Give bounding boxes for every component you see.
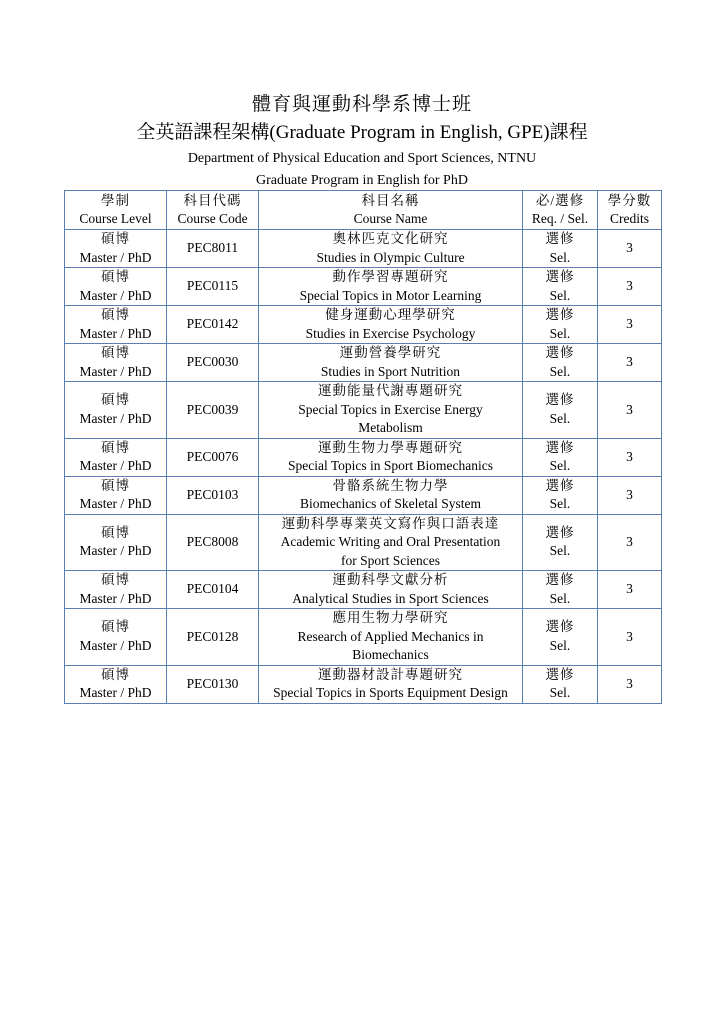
- column-header-zh: 科目名稱: [361, 192, 420, 208]
- requirement-en: Sel.: [549, 496, 571, 511]
- requirement-en: Sel.: [549, 287, 571, 303]
- course-code: PEC0076: [186, 448, 239, 464]
- requirement-zh: 選修: [545, 392, 575, 408]
- requirement-zh: 選修: [545, 619, 575, 635]
- course-code-cell: [167, 571, 259, 609]
- course-level-cell: [65, 665, 167, 703]
- course-code: PEC0128: [186, 628, 239, 644]
- table-row: [65, 230, 662, 268]
- requirement-cell: [523, 665, 598, 703]
- requirement-cell: [523, 476, 598, 514]
- requirement-en: Sel.: [549, 458, 571, 473]
- credits-cell: [598, 268, 662, 306]
- requirement-cell: [523, 571, 598, 609]
- requirement-en: Sel.: [549, 543, 571, 559]
- course-name-zh: 運動能量代謝專題研究: [318, 383, 463, 398]
- table-row: [65, 665, 662, 703]
- credits-cell: [598, 382, 662, 439]
- credits-value: 3: [626, 675, 633, 691]
- credits-value: 3: [626, 448, 633, 464]
- course-level-cell: [65, 438, 167, 476]
- course-name-en: Biomechanics: [352, 647, 429, 662]
- course-table: [64, 190, 662, 704]
- course-name-zh: 運動營養學研究: [339, 345, 442, 360]
- credits-value: 3: [626, 401, 633, 417]
- requirement-zh: 選修: [545, 524, 575, 540]
- credits-cell: [598, 665, 662, 703]
- credits-cell: [598, 514, 662, 571]
- course-name-zh: 奧林匹克文化研究: [332, 231, 449, 246]
- course-level-zh: 碩博: [101, 231, 130, 246]
- course-name-en: Biomechanics of Skeletal System: [299, 496, 482, 511]
- course-level-en: Master / PhD: [79, 496, 152, 511]
- course-level-cell: [65, 571, 167, 609]
- column-header-zh: 必/選修: [535, 192, 585, 208]
- requirement-en: Sel.: [549, 685, 571, 700]
- column-header-zh: 學分數: [607, 192, 652, 208]
- course-name-en: Special Topics in Exercise Energy: [298, 401, 483, 417]
- course-name-zh: 運動科學文獻分析: [332, 572, 449, 587]
- column-header-credits: [598, 191, 662, 230]
- requirement-zh: 選修: [545, 666, 575, 682]
- requirement-cell: [523, 438, 598, 476]
- course-code-cell: [167, 438, 259, 476]
- course-level-cell: [65, 230, 167, 268]
- column-header-course-code: [167, 191, 259, 230]
- page-header: [0, 92, 724, 192]
- credits-value: 3: [626, 278, 633, 294]
- course-name-en: Special Topics in Motor Learning: [299, 287, 482, 303]
- course-name-cell: [259, 382, 523, 439]
- requirement-en: Sel.: [549, 325, 571, 341]
- table-row: [65, 609, 662, 666]
- table-row: [65, 268, 662, 306]
- credits-value: 3: [626, 581, 633, 597]
- credits-value: 3: [626, 240, 633, 256]
- course-level-en: Master / PhD: [79, 458, 152, 473]
- column-header-course-name: [259, 191, 523, 230]
- course-level-cell: [65, 514, 167, 571]
- requirement-zh: 選修: [545, 477, 575, 493]
- course-code: PEC0115: [186, 278, 239, 294]
- course-code: PEC0130: [186, 675, 239, 691]
- course-code-cell: [167, 476, 259, 514]
- course-code: PEC8008: [186, 534, 239, 549]
- course-name-en: Special Topics in Sport Biomechanics: [287, 458, 494, 473]
- requirement-zh: 選修: [545, 269, 575, 284]
- credits-cell: [598, 344, 662, 382]
- course-name-zh: 應用生物力學研究: [332, 610, 449, 625]
- column-header-requirement: [523, 191, 598, 230]
- requirement-en: Sel.: [549, 410, 571, 426]
- course-level-zh: 碩博: [101, 392, 130, 408]
- course-name-cell: [259, 514, 523, 571]
- course-name-zh: 運動科學專業英文寫作與口語表達: [281, 515, 500, 531]
- requirement-en: Sel.: [549, 590, 571, 606]
- table-row: [65, 571, 662, 609]
- credits-cell: [598, 306, 662, 344]
- course-level-en: Master / PhD: [79, 287, 152, 303]
- requirement-zh: 選修: [545, 439, 575, 455]
- credits-value: 3: [626, 628, 633, 644]
- course-code: PEC0103: [186, 486, 239, 502]
- course-level-cell: [65, 476, 167, 514]
- requirement-cell: [523, 230, 598, 268]
- course-level-en: Master / PhD: [79, 685, 152, 700]
- course-name-zh: 運動器材設計專題研究: [318, 666, 463, 682]
- course-level-en: Master / PhD: [79, 590, 152, 606]
- credits-value: 3: [626, 354, 633, 370]
- column-header-en: Course Level: [79, 211, 152, 226]
- course-level-zh: 碩博: [101, 477, 130, 493]
- credits-value: 3: [626, 486, 633, 502]
- course-level-en: Master / PhD: [79, 249, 152, 265]
- requirement-zh: 選修: [545, 572, 575, 587]
- course-level-zh: 碩博: [101, 307, 130, 322]
- column-header-en: Req. / Sel.: [531, 211, 589, 226]
- course-name-en: Metabolism: [358, 420, 423, 435]
- course-level-cell: [65, 344, 167, 382]
- course-code-cell: [167, 344, 259, 382]
- requirement-cell: [523, 609, 598, 666]
- table-row: [65, 514, 662, 571]
- course-level-en: Master / PhD: [79, 325, 152, 341]
- course-code-cell: [167, 665, 259, 703]
- course-name-zh: 運動生物力學專題研究: [318, 439, 463, 455]
- credits-value: 3: [626, 316, 633, 332]
- table-header-row: [65, 191, 662, 230]
- course-level-zh: 碩博: [101, 572, 130, 587]
- course-name-cell: [259, 344, 523, 382]
- course-name-en: Studies in Sport Nutrition: [320, 363, 461, 379]
- credits-cell: [598, 609, 662, 666]
- course-name-en: Studies in Olympic Culture: [316, 249, 465, 265]
- course-code-cell: [167, 382, 259, 439]
- course-name-cell: [259, 571, 523, 609]
- course-code: PEC0142: [186, 316, 239, 332]
- course-code: PEC0030: [186, 354, 239, 370]
- requirement-cell: [523, 382, 598, 439]
- course-name-zh: 健身運動心理學研究: [325, 307, 456, 322]
- course-name-en: Academic Writing and Oral Presentation: [280, 534, 501, 549]
- page-title-chinese: 體育與運動科學系博士班: [251, 94, 472, 115]
- table-body: [65, 230, 662, 704]
- requirement-en: Sel.: [549, 249, 571, 265]
- course-level-en: Master / PhD: [79, 637, 152, 653]
- course-name-cell: [259, 609, 523, 666]
- course-code-cell: [167, 514, 259, 571]
- table-row: [65, 382, 662, 439]
- course-code-cell: [167, 268, 259, 306]
- course-level-zh: 碩博: [101, 524, 130, 540]
- credits-cell: [598, 438, 662, 476]
- course-level-cell: [65, 609, 167, 666]
- course-name-cell: [259, 476, 523, 514]
- department-name: Department of Physical Education and Sport Sciences, NTNU: [187, 151, 537, 166]
- course-name-cell: [259, 306, 523, 344]
- table-row: [65, 306, 662, 344]
- course-name-cell: [259, 230, 523, 268]
- requirement-zh: 選修: [545, 345, 575, 360]
- course-level-zh: 碩博: [101, 439, 130, 455]
- course-name-zh: 動作學習專題研究: [332, 269, 449, 284]
- course-name-cell: [259, 438, 523, 476]
- table-row: [65, 344, 662, 382]
- course-name-en: Studies in Exercise Psychology: [305, 325, 476, 341]
- course-code-cell: [167, 306, 259, 344]
- course-code-cell: [167, 609, 259, 666]
- column-header-zh: 科目代碼: [183, 192, 242, 208]
- column-header-en: Credits: [610, 211, 649, 226]
- requirement-en: Sel.: [549, 637, 571, 653]
- course-name-en: for Sport Sciences: [341, 552, 440, 568]
- table-row: [65, 438, 662, 476]
- course-level-zh: 碩博: [101, 345, 130, 360]
- course-code: PEC8011: [186, 240, 239, 256]
- column-header-en: Course Name: [353, 211, 428, 226]
- course-level-cell: [65, 306, 167, 344]
- course-level-en: Master / PhD: [79, 410, 152, 426]
- column-header-zh: 學制: [101, 192, 130, 208]
- table-row: [65, 476, 662, 514]
- course-code: PEC0039: [186, 401, 239, 417]
- course-level-en: Master / PhD: [79, 363, 152, 379]
- course-name-cell: [259, 268, 523, 306]
- requirement-zh: 選修: [545, 231, 575, 246]
- course-name-zh: 骨骼系統生物力學: [332, 477, 449, 493]
- course-name-en: Research of Applied Mechanics in: [297, 628, 484, 644]
- credits-cell: [598, 571, 662, 609]
- program-subtitle: Graduate Program in English for PhD: [256, 173, 468, 188]
- page-title-gpe: 全英語課程架構(Graduate Program in English, GPE)課程: [136, 122, 588, 143]
- course-level-cell: [65, 268, 167, 306]
- course-name-en: Special Topics in Sports Equipment Design: [273, 685, 508, 700]
- requirement-cell: [523, 514, 598, 571]
- credits-value: 3: [626, 534, 633, 549]
- column-header-en: Course Code: [177, 211, 248, 226]
- course-name-en: Analytical Studies in Sport Sciences: [292, 590, 489, 606]
- course-level-en: Master / PhD: [79, 543, 152, 559]
- course-code-cell: [167, 230, 259, 268]
- column-header-course-level: [65, 191, 167, 230]
- requirement-cell: [523, 306, 598, 344]
- course-level-cell: [65, 382, 167, 439]
- course-level-zh: 碩博: [101, 269, 130, 284]
- requirement-cell: [523, 344, 598, 382]
- credits-cell: [598, 230, 662, 268]
- credits-cell: [598, 476, 662, 514]
- requirement-cell: [523, 268, 598, 306]
- course-level-zh: 碩博: [101, 666, 130, 682]
- requirement-en: Sel.: [549, 363, 571, 379]
- course-level-zh: 碩博: [101, 619, 130, 635]
- requirement-zh: 選修: [545, 307, 575, 322]
- course-code: PEC0104: [186, 581, 239, 597]
- course-name-cell: [259, 665, 523, 703]
